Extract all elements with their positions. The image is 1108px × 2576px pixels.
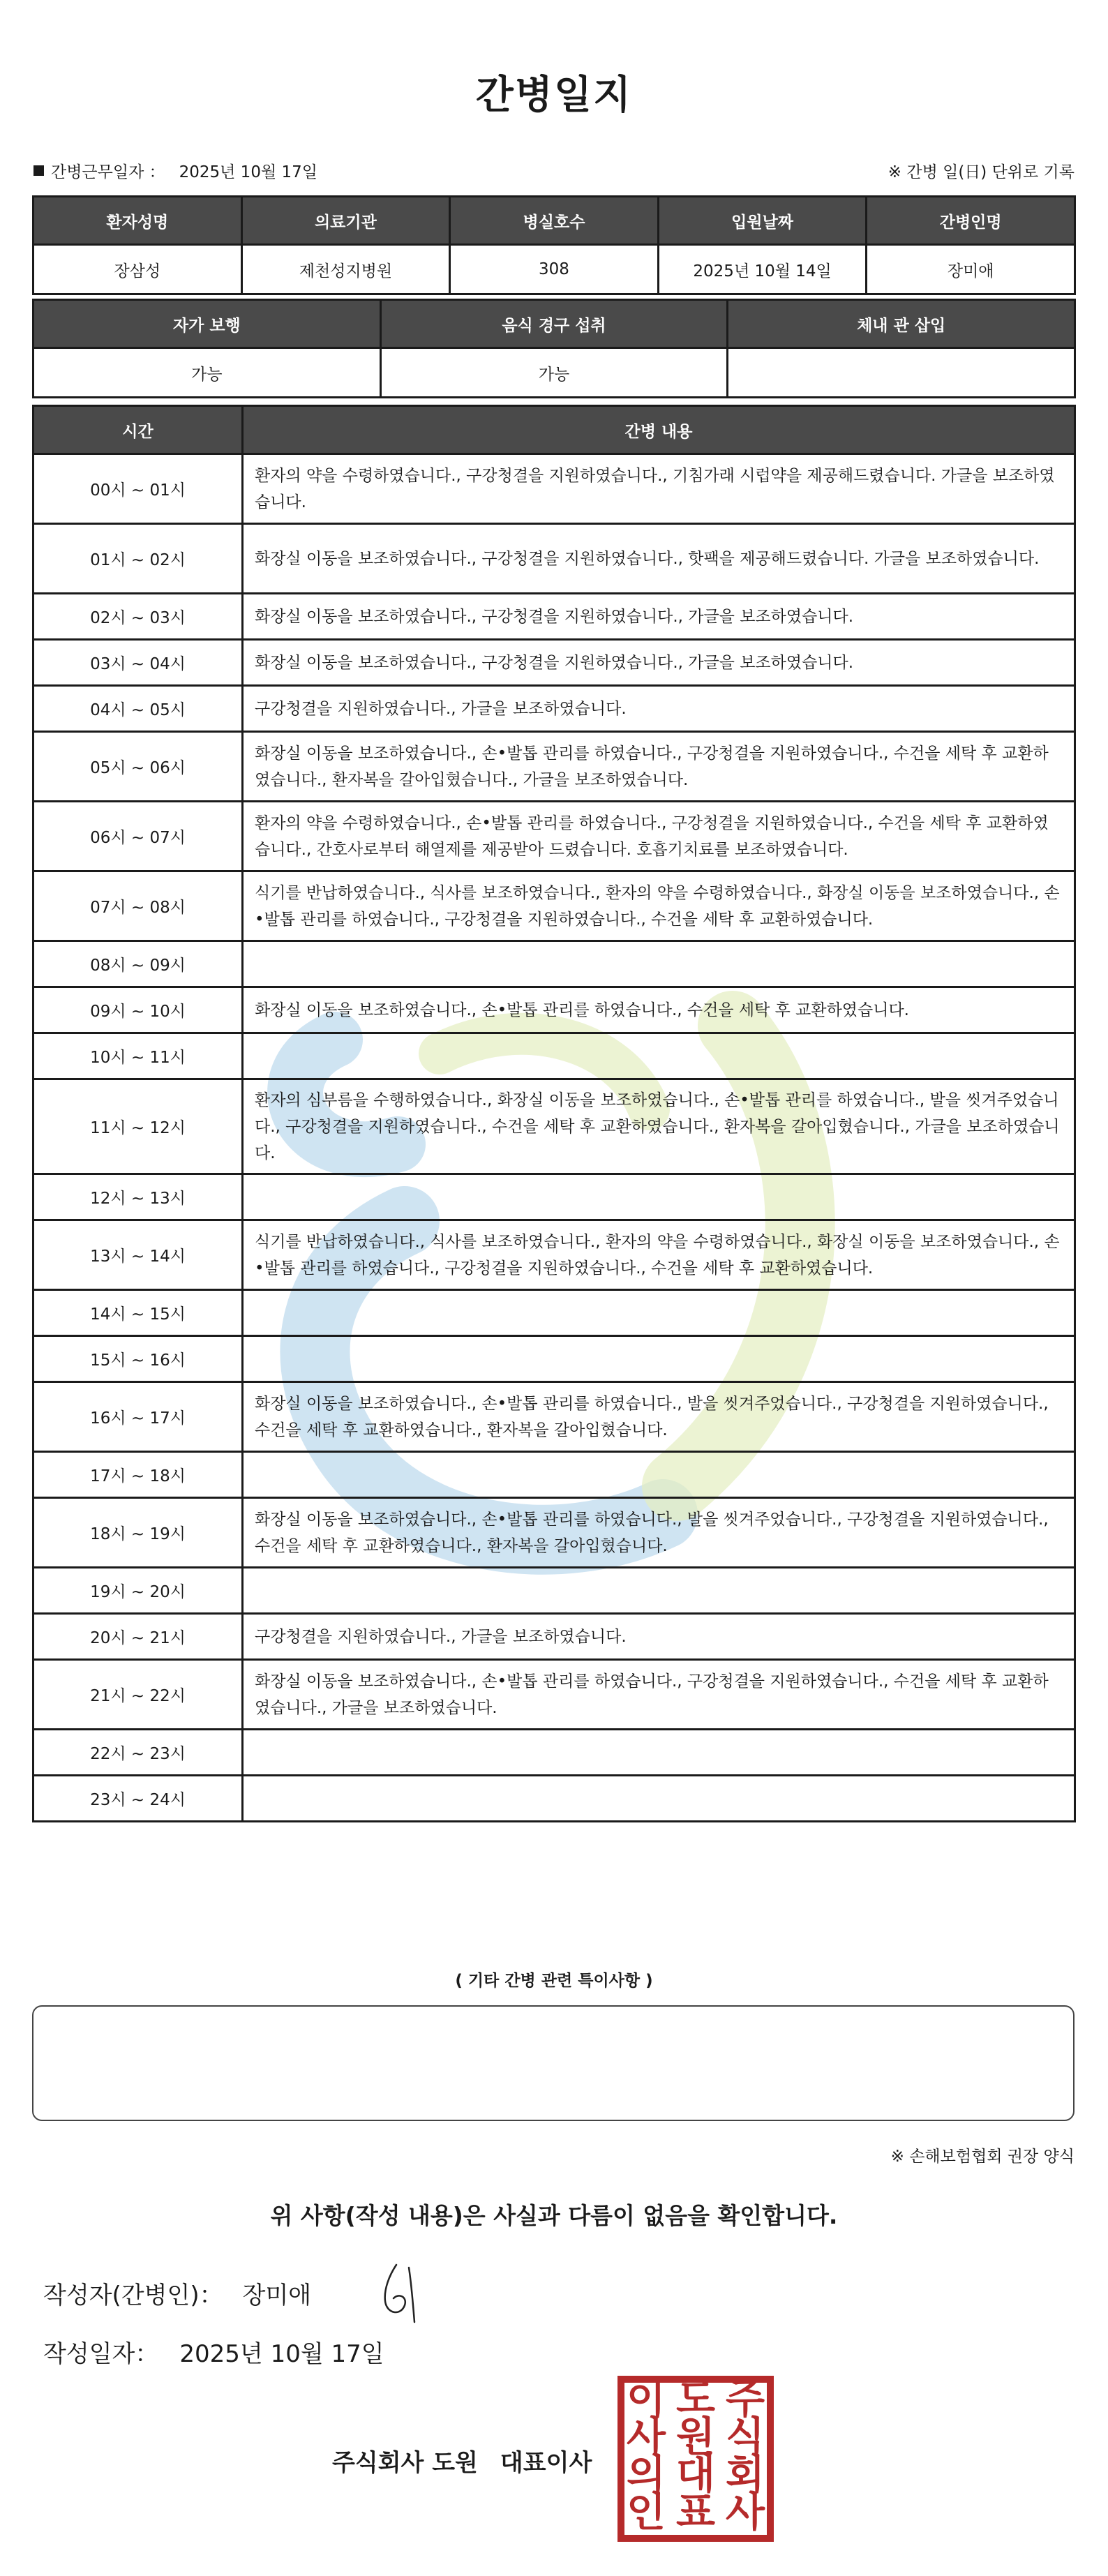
- seal-character: 사: [626, 2413, 666, 2460]
- log-content: 환자의 심부름을 수행하였습니다., 화장실 이동을 보조하였습니다., 손•발톱 관리를 하였습니다., 발을 씻겨주었습니다., 구강청결을 지원하였습니다., 수건을 세탁 후 교환하였습니다., 환자복을 갈아입혔습니다., 가글을 보조하였습니다.: [243, 1079, 1075, 1174]
- log-content: [243, 1174, 1075, 1220]
- seal-character: 표: [675, 2488, 716, 2536]
- log-content: [243, 1336, 1075, 1382]
- log-time: 06시 ~ 07시: [33, 802, 243, 871]
- written-date-value: 2025년 10월 17일: [179, 2340, 384, 2368]
- log-content: [243, 1568, 1075, 1614]
- log-time: 08시 ~ 09시: [33, 941, 243, 987]
- company-seal: [617, 2375, 774, 2543]
- header-admission-date: 입원날짜: [658, 197, 867, 245]
- log-time: 07시 ~ 08시: [33, 871, 243, 941]
- log-row: [33, 987, 1075, 1033]
- header-self-walking: 자가 보행: [33, 300, 381, 348]
- log-row: [33, 1033, 1075, 1079]
- log-row: [33, 1452, 1075, 1498]
- log-time: 03시 ~ 04시: [33, 640, 243, 686]
- log-row: [33, 1336, 1075, 1382]
- log-row: [33, 1079, 1075, 1174]
- seal-character: 대: [675, 2450, 716, 2498]
- log-time: 01시 ~ 02시: [33, 524, 243, 594]
- log-time: 22시 ~ 23시: [33, 1730, 243, 1776]
- log-content: [243, 1452, 1075, 1498]
- caregiver-name: 장미애: [867, 245, 1075, 294]
- log-row: [33, 594, 1075, 640]
- writer-row: [43, 2276, 311, 2310]
- seal-character: 사: [725, 2488, 765, 2536]
- log-time: 10시 ~ 11시: [33, 1033, 243, 1079]
- patient-info-table: [32, 195, 1076, 295]
- log-content: [243, 941, 1075, 987]
- log-time: 13시 ~ 14시: [33, 1220, 243, 1290]
- header-hospital: 의료기관: [241, 197, 450, 245]
- log-row: [33, 1730, 1075, 1776]
- log-row: [33, 454, 1075, 524]
- page-title: 간병일지: [475, 73, 633, 118]
- work-date-row: [33, 159, 1075, 184]
- log-time: 11시 ~ 12시: [33, 1079, 243, 1174]
- log-row: [33, 1382, 1075, 1452]
- log-time: 18시 ~ 19시: [33, 1498, 243, 1568]
- log-row: [33, 1660, 1075, 1730]
- log-time: 00시 ~ 01시: [33, 454, 243, 524]
- form-source-note: ※ 손해보험협회 권장 양식: [890, 2148, 1075, 2166]
- log-row: [33, 640, 1075, 686]
- log-content: 화장실 이동을 보조하였습니다., 손•발톱 관리를 하였습니다., 구강청결을 지원하였습니다., 수건을 세탁 후 교환하였습니다., 가글을 보조하였습니다.: [243, 1660, 1075, 1730]
- company-row: [332, 2443, 592, 2478]
- handwritten-signature: [368, 2258, 431, 2328]
- log-time: 02시 ~ 03시: [33, 594, 243, 640]
- log-time: 12시 ~ 13시: [33, 1174, 243, 1220]
- seal-character: 이: [626, 2375, 666, 2423]
- log-row: [33, 941, 1075, 987]
- log-content: 환자의 약을 수령하였습니다., 손•발톱 관리를 하였습니다., 구강청결을 지원하였습니다., 수건을 세탁 후 교환하였습니다., 간호사로부터 해열제를 제공받아 드렸습니다. 호흡기치료를 보조하였습니다.: [243, 802, 1075, 871]
- seal-character: 도: [675, 2375, 716, 2423]
- header-patient-name: 환자성명: [33, 197, 242, 245]
- writer-name: 장미애: [242, 2282, 312, 2309]
- log-row: [33, 1614, 1075, 1660]
- hospital-name: 제천성지병원: [241, 245, 450, 294]
- log-row: [33, 1776, 1075, 1822]
- representative-title: 대표이사: [500, 2449, 592, 2477]
- header-tube-insertion: 체내 관 삽입: [728, 300, 1075, 348]
- log-row: [33, 1174, 1075, 1220]
- log-row: [33, 732, 1075, 802]
- log-content: 화장실 이동을 보조하였습니다., 손•발톱 관리를 하였습니다., 수건을 세탁 후 교환하였습니다.: [243, 987, 1075, 1033]
- log-content: 화장실 이동을 보조하였습니다., 구강청결을 지원하였습니다., 가글을 보조하였습니다.: [243, 594, 1075, 640]
- log-time: 21시 ~ 22시: [33, 1660, 243, 1730]
- care-log-table: [32, 405, 1076, 1822]
- record-unit-note: ※ 간병 일(日) 단위로 기록: [888, 163, 1075, 181]
- log-time: 09시 ~ 10시: [33, 987, 243, 1033]
- log-time: 15시 ~ 16시: [33, 1336, 243, 1382]
- log-time: 16시 ~ 17시: [33, 1382, 243, 1452]
- remarks-box: [32, 2005, 1075, 2121]
- seal-character: 의: [626, 2450, 666, 2498]
- seal-character: 원: [675, 2413, 716, 2460]
- oral-intake-value: 가능: [380, 348, 728, 398]
- patient-name: 장삼성: [33, 245, 242, 294]
- log-time: 23시 ~ 24시: [33, 1776, 243, 1822]
- work-date-value: 2025년 10월 17일: [179, 163, 317, 181]
- seal-character: 회: [725, 2450, 765, 2498]
- log-time: 19시 ~ 20시: [33, 1568, 243, 1614]
- log-row: [33, 686, 1075, 732]
- log-row: [33, 1568, 1075, 1614]
- log-content: 식기를 반납하였습니다., 식사를 보조하였습니다., 환자의 약을 수령하였습니다., 화장실 이동을 보조하였습니다., 손•발톱 관리를 하였습니다., 구강청결을 지원하였습니다., 수건을 세탁 후 교환하였습니다.: [243, 871, 1075, 941]
- header-care-content: 간병 내용: [243, 406, 1075, 454]
- log-content: 식기를 반납하였습니다., 식사를 보조하였습니다., 환자의 약을 수령하였습니다., 화장실 이동을 보조하였습니다., 손•발톱 관리를 하였습니다., 구강청결을 지원하였습니다., 수건을 세탁 후 교환하였습니다.: [243, 1220, 1075, 1290]
- log-row: [33, 1290, 1075, 1336]
- header-room-number: 병실호수: [450, 197, 659, 245]
- log-time: 04시 ~ 05시: [33, 686, 243, 732]
- written-date-row: [43, 2335, 384, 2369]
- square-bullet-icon: [33, 165, 44, 176]
- log-content: [243, 1730, 1075, 1776]
- log-content: [243, 1776, 1075, 1822]
- log-content: 환자의 약을 수령하였습니다., 구강청결을 지원하였습니다., 기침가래 시럽약을 제공해드렸습니다. 가글을 보조하였습니다.: [243, 454, 1075, 524]
- writer-label: 작성자(간병인)：: [43, 2282, 223, 2309]
- admission-date: 2025년 10월 14일: [658, 245, 867, 294]
- log-content: 화장실 이동을 보조하였습니다., 구강청결을 지원하였습니다., 가글을 보조하였습니다.: [243, 640, 1075, 686]
- log-content: 구강청결을 지원하였습니다., 가글을 보조하였습니다.: [243, 1614, 1075, 1660]
- log-content: [243, 1033, 1075, 1079]
- log-content: 구강청결을 지원하였습니다., 가글을 보조하였습니다.: [243, 686, 1075, 732]
- self-walking-value: 가능: [33, 348, 381, 398]
- log-content: [243, 1290, 1075, 1336]
- room-number: 308: [450, 245, 659, 294]
- confirmation-statement: 위 사항(작성 내용)은 사실과 다름이 없음을 확인합니다.: [270, 2202, 838, 2229]
- log-time: 05시 ~ 06시: [33, 732, 243, 802]
- log-time: 14시 ~ 15시: [33, 1290, 243, 1336]
- log-content: 화장실 이동을 보조하였습니다., 손•발톱 관리를 하였습니다., 구강청결을 지원하였습니다., 수건을 세탁 후 교환하였습니다., 환자복을 갈아입혔습니다., 가글을 보조하였습니다.: [243, 732, 1075, 802]
- company-name: 주식회사 도원: [332, 2449, 478, 2477]
- log-row: [33, 524, 1075, 594]
- seal-character: 주: [725, 2375, 765, 2423]
- log-row: [33, 871, 1075, 941]
- log-row: [33, 1220, 1075, 1290]
- seal-character: 인: [626, 2488, 666, 2536]
- header-caregiver-name: 간병인명: [867, 197, 1075, 245]
- header-time: 시간: [33, 406, 243, 454]
- written-date-label: 작성일자：: [43, 2340, 159, 2368]
- log-content: 화장실 이동을 보조하였습니다., 손•발톱 관리를 하였습니다., 발을 씻겨주었습니다., 구강청결을 지원하였습니다., 수건을 세탁 후 교환하였습니다., 환자복을 갈아입혔습니다.: [243, 1498, 1075, 1568]
- log-time: 20시 ~ 21시: [33, 1614, 243, 1660]
- log-content: 화장실 이동을 보조하였습니다., 구강청결을 지원하였습니다., 핫팩을 제공해드렸습니다. 가글을 보조하였습니다.: [243, 524, 1075, 594]
- seal-character: 식: [725, 2413, 765, 2460]
- header-oral-intake: 음식 경구 섭취: [380, 300, 728, 348]
- log-row: [33, 802, 1075, 871]
- tube-insertion-value: [728, 348, 1075, 398]
- work-date-label: 간병근무일자 ：: [51, 163, 165, 181]
- log-content: 화장실 이동을 보조하였습니다., 손•발톱 관리를 하였습니다., 발을 씻겨주었습니다., 구강청결을 지원하였습니다., 수건을 세탁 후 교환하였습니다., 환자복을 갈아입혔습니다.: [243, 1382, 1075, 1452]
- log-row: [33, 1498, 1075, 1568]
- remarks-title: ( 기타 간병 관련 특이사항 ): [455, 1972, 653, 1990]
- patient-status-table: [32, 299, 1076, 398]
- log-time: 17시 ~ 18시: [33, 1452, 243, 1498]
